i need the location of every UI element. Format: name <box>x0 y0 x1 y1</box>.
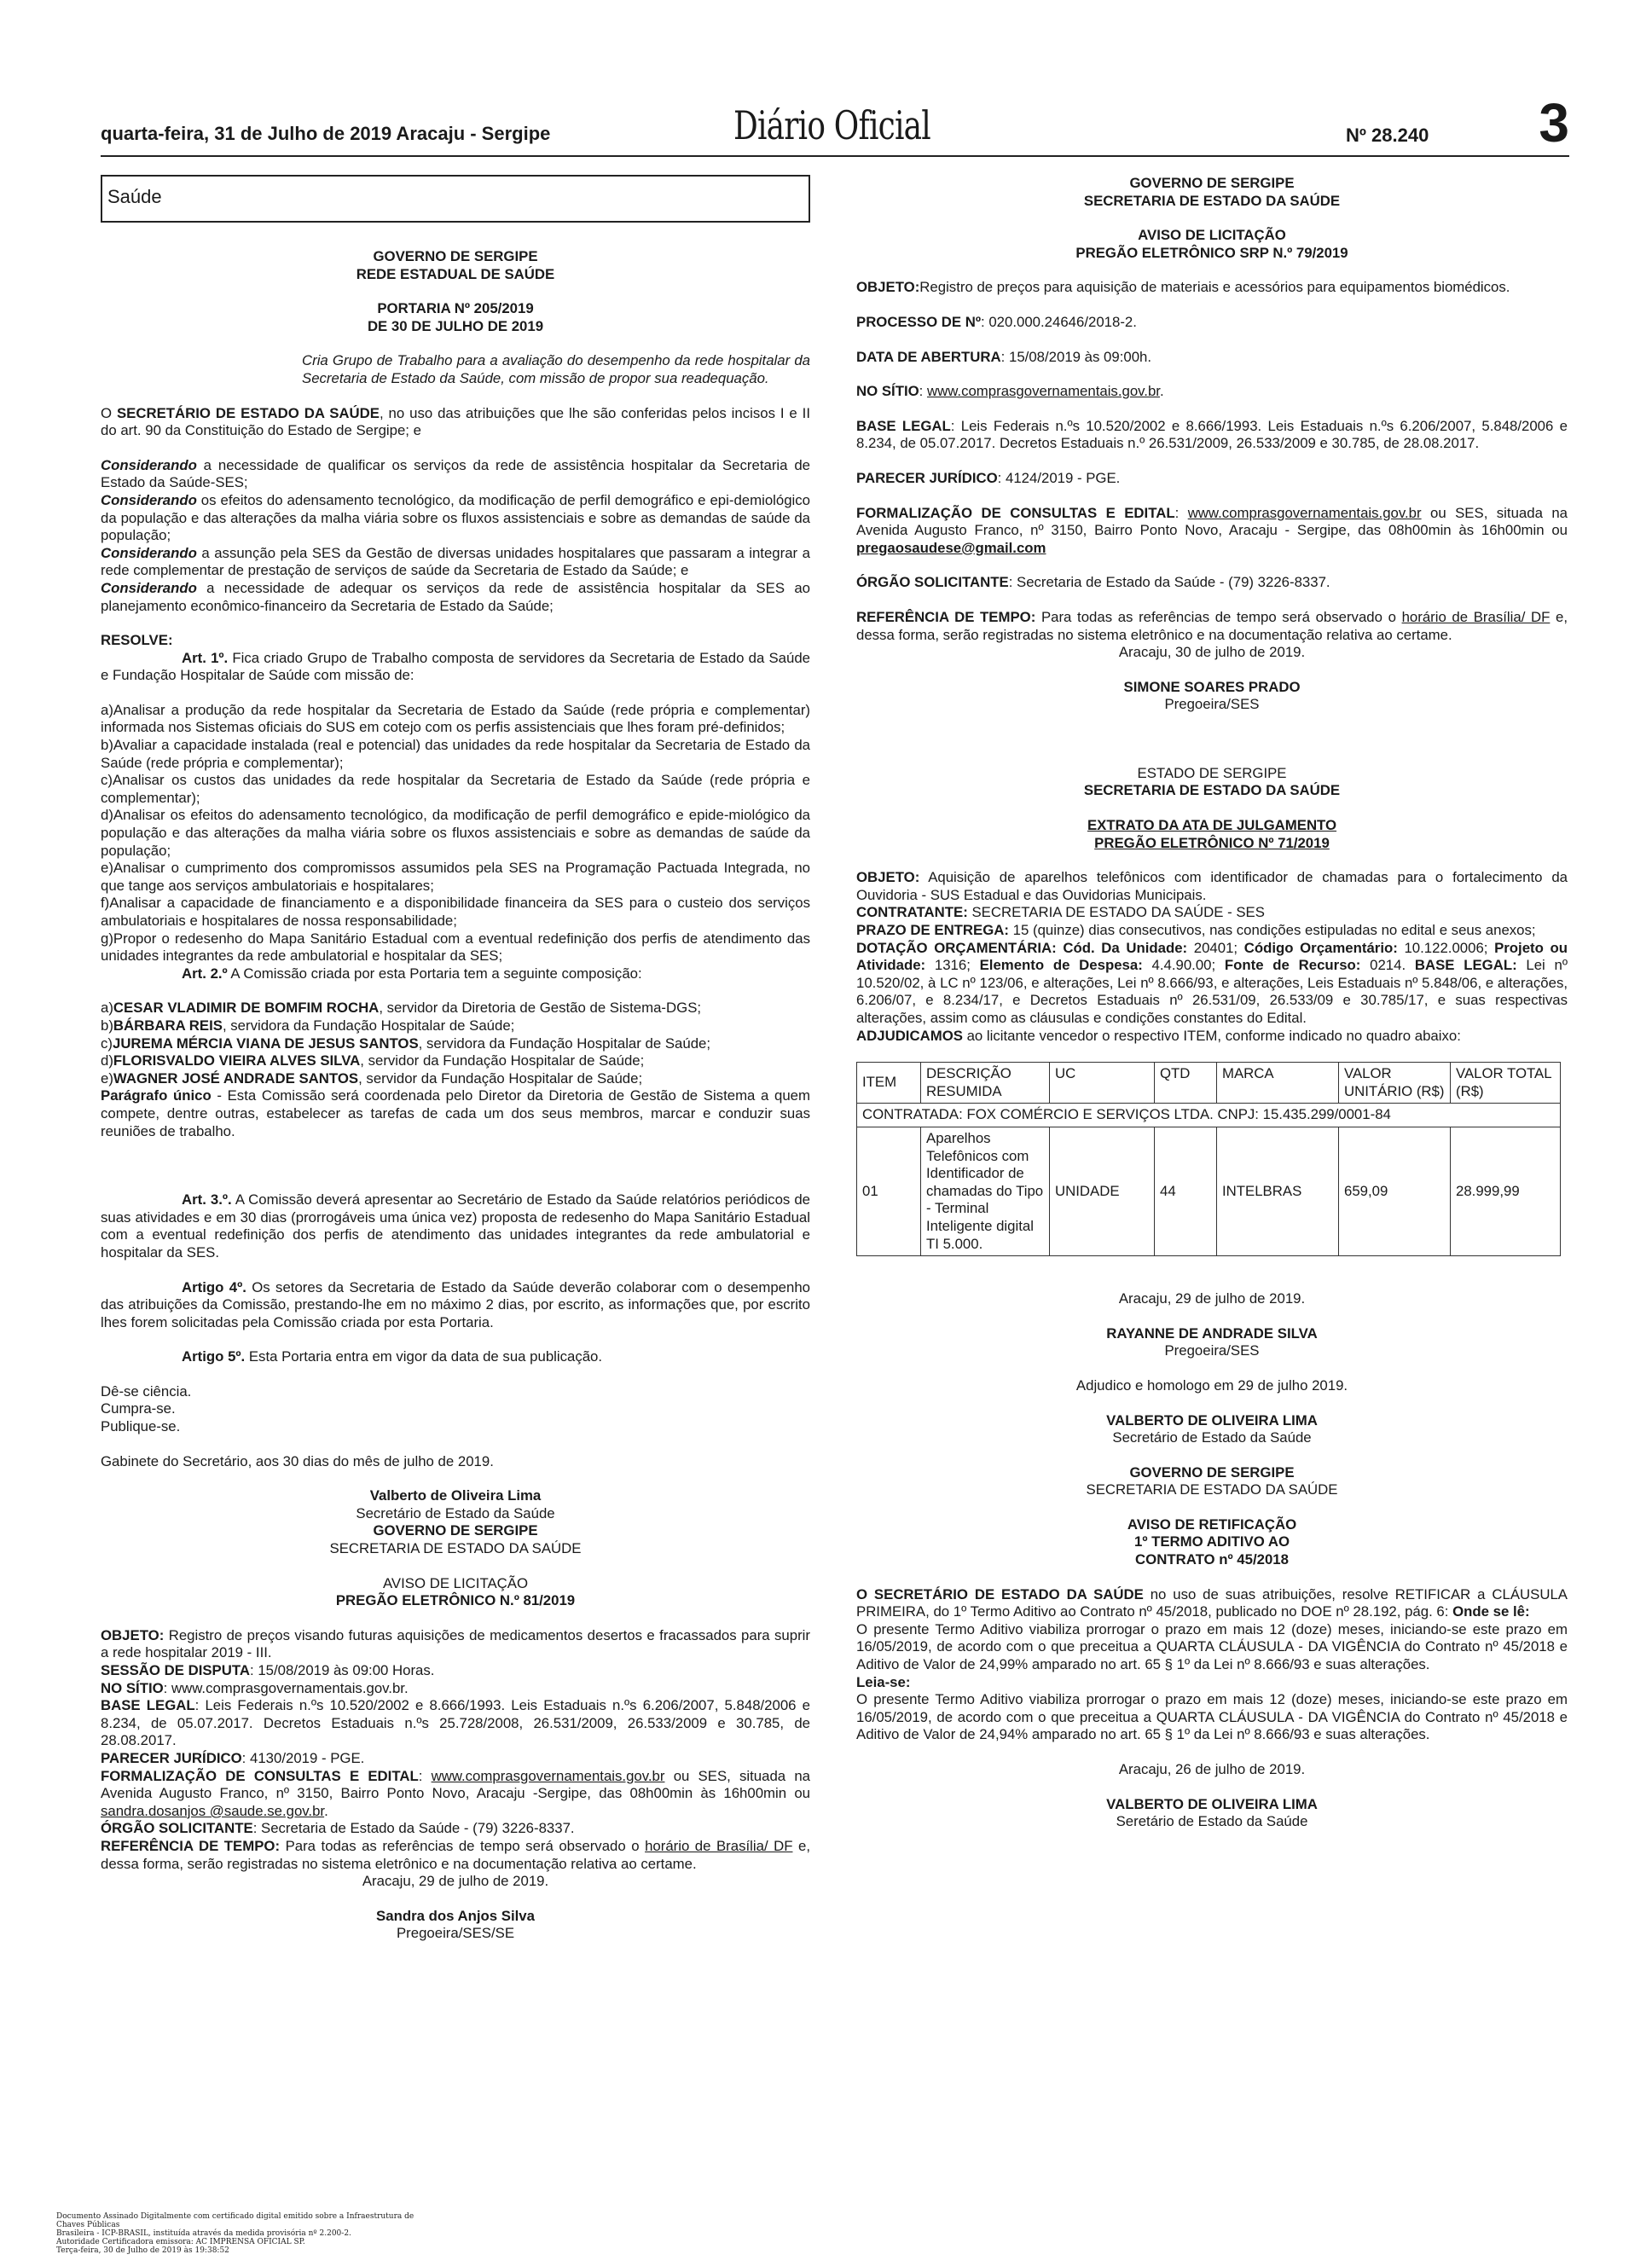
aviso79-processo: PROCESSO DE Nº: 020.000.24646/2018-2. <box>856 313 1137 330</box>
member-e: e)WAGNER JOSÉ ANDRADE SANTOS, servidor da Fundação Hospitalar de Saúde; <box>101 1069 643 1087</box>
member-b: b)BÁRBARA REIS, servidora da Fundação Hospitalar de Saúde; <box>101 1017 515 1034</box>
item-g: g)Propor o redesenho do Mapa Sanitário Estadual com a eventual redefinição dos perfis de atendimento das unidades integrantes da rede ambulatorial e hospitalar da SES; <box>101 930 810 965</box>
portaria-ementa: Cria Grupo de Trabalho para a avaliação do desempenho da rede hospitalar da Secretaria de Estado da Saúde, com missão de propor sua readequação. <box>302 352 810 386</box>
aviso79-orgao: ÓRGÃO SOLICITANTE: Secretaria de Estado da Saúde - (79) 3226-8337. <box>856 574 1330 591</box>
aviso81-objeto: OBJETO: Registro de preços visando futuras aquisições de medicamentos desertos e fracassados para suprir a rede hospitalar 2019 - III. <box>101 1626 810 1661</box>
close-line-3: Publique-se. <box>101 1418 181 1435</box>
retificacao-intro: O SECRETÁRIO DE ESTADO DA SAÚDE no uso de suas atribuições, resolve RETIFICAR a CLÁUSULA PRIMEIRA, do 1º Termo Aditivo ao Contrato nº 45/2018, publicado no DOE nº 28.192, pág. 6: Onde se lê: <box>856 1585 1568 1620</box>
table-cell: 01 <box>857 1127 921 1255</box>
article-4: Artigo 4º. Os setores da Secretaria de Estado da Saúde deverão colaborar com o desempenho das atribuições da Comissão, prestando-lhe em no máximo 2 dias, por escrito, as informações que, por escrito lhes forem solicitadas pela Comissão criada por esta Portaria. <box>101 1278 810 1330</box>
retificacao-signature-role: Seretário de Estado da Saúde <box>1116 1813 1308 1830</box>
aviso79-title-1: AVISO DE LICITAÇÃO <box>1138 227 1286 244</box>
extrato-homologation: Adjudico e homologo em 29 de julho 2019. <box>1075 1376 1348 1394</box>
aviso81-heading-2: SECRETARIA DE ESTADO DA SAÚDE <box>329 1540 582 1557</box>
item-f: f)Analisar a capacidade de financiamento e a disponibilidade financeira da SES para o custeio dos serviços ambulatoriais e hospitalares de nossa responsabilidade; <box>101 895 810 929</box>
retificacao-date: Aracaju, 26 de julho de 2019. <box>1118 1761 1306 1777</box>
extrato-date: Aracaju, 29 de julho de 2019. <box>1118 1290 1306 1307</box>
table-contratada-row <box>857 1104 1561 1127</box>
aviso81-site-link[interactable]: www.comprasgovernamentais.gov.br <box>431 1767 665 1784</box>
aviso81-sitio: NO SÍTIO: www.comprasgovernamentais.gov.br. <box>101 1679 409 1696</box>
left-column <box>101 175 810 1943</box>
extrato-dotacao: DOTAÇÃO ORÇAMENTÁRIA: Cód. Da Unidade: 20401; Código Orçamentário: 10.122.0006; Projeto ou Atividade: 1316; Elemento de Despesa: 4.4.90.00; Fonte de Recurso: 0214. BASE LEGAL: Lei nº 10.520/02, à LC nº 123/06, e alterações, Lei nº 8.666/93, e alterações, Leis Estaduais nº 5.848/06, e alterações, 6.206/07, e 8.234/17, e Decretos Estaduais nº 26.531/09, 26.533/09 e 30.785/17, e suas respectivas alterações, assim como as cláusulas e condições constantes do Edital. <box>856 939 1568 1026</box>
aviso79-heading-1: GOVERNO DE SERGIPE <box>1129 175 1295 191</box>
aviso79-formalizacao: FORMALIZAÇÃO DE CONSULTAS E EDITAL: www.comprasgovernamentais.gov.br ou SES, situada na Avenida Augusto Franco, nº 3150, Bairro Ponto Novo, Aracaju - Sergipe, das 08h00min às 16h00min ou pregaosaudese@gmail.com <box>856 504 1568 556</box>
table-header-row <box>857 1063 1561 1104</box>
aviso81-title-1: AVISO DE LICITAÇÃO <box>382 1574 529 1591</box>
table-header-cell: DESCRIÇÃO RESUMIDA <box>921 1063 1050 1104</box>
extrato-signature-role: Pregoeira/SES <box>1164 1342 1260 1359</box>
footer-line: Documento Assinado Digitalmente com certificado digital emitido sobre a Infraestrutura de Chaves Públicas <box>56 2212 414 2229</box>
aviso81-sessao: SESSÃO DE DISPUTA: 15/08/2019 às 09:00 Horas. <box>101 1662 435 1678</box>
aviso81-orgao: ÓRGÃO SOLICITANTE: Secretaria de Estado da Saúde - (79) 3226-8337. <box>101 1820 575 1837</box>
aviso-licitacao-81 <box>101 1522 810 1942</box>
table-cell: Aparelhos Telefônicos com Identificador de chamadas do Tipo - Terminal Inteligente digital TI 5.000. <box>921 1127 1050 1255</box>
retificacao-signature-name: VALBERTO DE OLIVEIRA LIMA <box>1106 1795 1318 1812</box>
aviso79-sitio-link[interactable]: www.comprasgovernamentais.gov.br <box>926 383 1160 400</box>
retificacao-onde-se-le: O presente Termo Aditivo viabiliza prorrogar o prazo em mais 12 (doze) meses, iniciando-se este prazo em 16/05/2019, de acordo com o que preceitua a QUARTA CLÁUSULA - DA VIGÊNCIA do Contrato nº 45/2018 e Aditivo de Valor de 24,99% amparado no art. 65 § 1º da Lei nº 8.666/93 e suas alterações. <box>856 1620 1568 1673</box>
retificacao-title-3: CONTRATO nº 45/2018 <box>1135 1551 1289 1568</box>
aviso81-parecer: PARECER JURÍDICO: 4130/2019 - PGE. <box>101 1749 365 1766</box>
aviso79-sitio: NO SÍTIO: www.comprasgovernamentais.gov.br. <box>856 383 1164 400</box>
portaria-date: DE 30 DE JULHO DE 2019 <box>367 317 544 334</box>
aviso81-signature-role: Pregoeira/SES/SE <box>396 1925 515 1942</box>
aviso79-base-legal: BASE LEGAL: Leis Federais n.ºs 10.520/2002 e 8.666/1993. Leis Estaduais n.ºs 6.206/2007, 5.848/2006 e 8.234, de 05.07.2017. Decretos Estaduais n.º 26.531/2009, 26.533/2009 e 30.785, de 28.08.2017. <box>856 417 1568 452</box>
resolve-label: RESOLVE: <box>101 632 173 649</box>
footer-line: Brasileira - ICP-BRASIL, instituída através da medida provisória nº 2.200-2. <box>56 2229 351 2238</box>
footer-line: Terça-feira, 30 de Julho de 2019 às 19:38:52 <box>56 2246 229 2255</box>
considerando-4: Considerando a necessidade de adequar os serviços da rede de assistência hospitalar da SES ao planejamento econômico-financeiro da Secretaria de Estado da Saúde; <box>101 579 810 614</box>
extrato-title-1: EXTRATO DA ATA DE JULGAMENTO <box>1087 817 1337 834</box>
item-a: a)Analisar a produção da rede hospitalar da Secretaria de Estado da Saúde (rede própria e complementar) informada nos Sistemas oficiais do SUS em cotejo com os perfis assistenciais que lhes foram pré-definidos; <box>101 701 810 736</box>
signature-name: Valberto de Oliveira Lima <box>369 1487 542 1504</box>
member-d: d)FLORISVALDO VIEIRA ALVES SILVA, servidor da Fundação Hospitalar de Saúde; <box>101 1052 645 1069</box>
table-header-cell: QTD <box>1155 1063 1217 1104</box>
aviso81-base-legal: BASE LEGAL: Leis Federais n.ºs 10.520/2002 e 8.666/1993. Leis Estaduais n.ºs 6.206/2007, 5.848/2006 e 8.234, de 05.07.2017. Decretos Estaduais n.ºs 25.728/2008, 26.531/2009, 26.533/2009 e 30.785, de 28.08.2017. <box>101 1697 810 1749</box>
close-line-2: Cumpra-se. <box>101 1400 176 1417</box>
aviso79-abertura: DATA DE ABERTURA: 15/08/2019 às 09:00h. <box>856 348 1152 365</box>
portaria-preamble: O SECRETÁRIO DE ESTADO DA SAÚDE, no uso das atribuições que lhe são conferidas pelos incisos I e II do art. 90 da Constituição do Estado de Sergipe; e <box>101 404 811 439</box>
table-header-cell: MARCA <box>1217 1063 1339 1104</box>
considerando-3: Considerando a assunção pela SES da Gestão de diversas unidades hospitalares que passaram a integrar a rede complementar de prestação de serviços de saúde da Secretaria de Estado da Saúde; e <box>101 544 810 579</box>
article-1: Art. 1º. Fica criado Grupo de Trabalho composta de servidores da Secretaria de Estado da Saúde e Fundação Hospitalar de Saúde com missão de: <box>101 649 810 684</box>
aviso79-email-link[interactable]: pregaosaudese@gmail.com <box>856 539 1046 556</box>
portaria-number: PORTARIA Nº 205/2019 <box>377 300 534 317</box>
article-2: Art. 2.º A Comissão criada por esta Portaria tem a seguinte composição: <box>182 965 642 982</box>
aviso81-signature-name: Sandra dos Anjos Silva <box>376 1907 535 1924</box>
extrato-signature-name: RAYANNE DE ANDRADE SILVA <box>1106 1324 1318 1342</box>
header-date-location: quarta-feira, 31 de Julho de 2019 Aracaju - Sergipe <box>101 123 551 144</box>
extrato-heading-2: SECRETARIA DE ESTADO DA SAÚDE <box>1083 782 1341 799</box>
portaria-heading-1: GOVERNO DE SERGIPE <box>373 248 538 264</box>
portaria-205 <box>101 248 810 1522</box>
section-title-box: Saúde <box>101 175 810 223</box>
aviso79-referencia: REFERÊNCIA DE TEMPO: Para todas as referências de tempo será observado o horário de Brasília/ DF e, dessa forma, serão registradas no sistema eletrônico e na documentação relativa ao certame. <box>856 608 1568 643</box>
table-cell: 28.999,99 <box>1451 1127 1561 1255</box>
retificacao-title-1: AVISO DE RETIFICAÇÃO <box>1127 1515 1297 1533</box>
extrato-ata-julgamento <box>856 765 1568 1447</box>
edition-number: Nº 28.240 <box>1346 125 1429 146</box>
item-b: b)Avaliar a capacidade instalada (real e potencial) das unidades da rede hospitalar da Secretaria de Estado da Saúde (rede própria e complementar); <box>101 737 810 771</box>
aviso79-parecer: PARECER JURÍDICO: 4124/2019 - PGE. <box>856 469 1121 486</box>
footer-line: Autoridade Certificadora emissora: AC IMPRENSA OFICIAL SP. <box>56 2238 305 2246</box>
aviso-licitacao-79 <box>856 175 1568 714</box>
aviso81-email-link[interactable]: sandra.dosanjos @saude.se.gov.br <box>101 1802 325 1819</box>
aviso79-objeto: OBJETO:Registro de preços para aquisição de materiais e acessórios para equipamentos biomédicos. <box>856 279 1510 296</box>
retificacao-title-2: 1º TERMO ADITIVO AO <box>1133 1533 1290 1550</box>
aviso81-date: Aracaju, 29 de julho de 2019. <box>362 1873 549 1890</box>
article-5: Artigo 5º. Esta Portaria entra em vigor da data de sua publicação. <box>182 1348 603 1365</box>
portaria-heading-2: REDE ESTADUAL DE SAÚDE <box>356 265 555 282</box>
extrato-secretary-role: Secretário de Estado da Saúde <box>1112 1429 1312 1446</box>
item-c: c)Analisar os custos das unidades da rede hospitalar da Secretaria de Estado da Saúde (rede própria e complementar); <box>101 772 810 806</box>
contratada-cell: CONTRATADA: FOX COMÉRCIO E SERVIÇOS LTDA. CNPJ: 15.435.299/0001-84 <box>857 1104 1561 1127</box>
member-a: a)CESAR VLADIMIR DE BOMFIM ROCHA, servidor da Diretoria de Gestão de Sistema-DGS; <box>101 1000 702 1017</box>
aviso81-referencia: REFERÊNCIA DE TEMPO: Para todas as referências de tempo será observado o horário de Brasília/ DF e, dessa forma, serão registradas no sistema eletrônico e na documentação relativa ao certame. <box>101 1837 810 1872</box>
table-cell: UNIDADE <box>1050 1127 1155 1255</box>
paragrafo-unico: Parágrafo único - Esta Comissão será coordenada pelo Diretor da Diretoria de Gestão de Sistema a quem compete, dentre outras, estabelecer as tarefas de cada um dos seus membros, marcar e conduzir suas reuniões de trabalho. <box>101 1087 810 1139</box>
extrato-title-2: PREGÃO ELETRÔNICO Nº 71/2019 <box>1094 834 1330 851</box>
extrato-prazo: PRAZO DE ENTREGA: 15 (quinze) dias consecutivos, nas condições estipuladas no edital e seus anexos; <box>856 922 1536 939</box>
aviso81-heading-1: GOVERNO DE SERGIPE <box>373 1522 538 1539</box>
aviso79-signature-role: Pregoeira/SES <box>1164 696 1260 713</box>
aviso81-formalizacao: FORMALIZAÇÃO DE CONSULTAS E EDITAL: www.comprasgovernamentais.gov.br ou SES, situada na Avenida Augusto Franco, nº 3150, Bairro Ponto Novo, Aracaju -Sergipe, das 08h00min às 16h00min ou sandra.dosanjos @saude.se.gov.br. <box>101 1767 810 1819</box>
newspaper-title-logo: Diário Oficial <box>733 102 930 148</box>
table-cell: INTELBRAS <box>1217 1127 1339 1255</box>
close-line-1: Dê-se ciência. <box>101 1382 192 1400</box>
article-3: Art. 3.º. A Comissão deverá apresentar ao Secretário de Estado da Saúde relatórios periódicos de suas atividades e em 30 dias (prorrogáveis uma única vez) proposta de redesenho do Mapa Sanitário Estadual com a eventual redefinição dos perfis de atendimento das unidades integrantes da rede ambulatorial e hospitalar da SES. <box>101 1191 810 1260</box>
item-e: e)Analisar o cumprimento dos compromissos assumidos pela SES na Programação Pactuada Integrada, no que tange aos serviços ambulatoriais e hospitalares; <box>101 860 810 894</box>
item-d: d)Analisar os efeitos do adensamento tecnológico, da modificação de perfil demográfico e epide-miológico da população e das alterações da malha viária sobre os fluxos assistenciais e sobre as demandas de saúde da população; <box>101 807 810 859</box>
right-column <box>856 175 1568 1831</box>
adjudication-table <box>856 1062 1561 1256</box>
retificacao-heading-2: SECRETARIA DE ESTADO DA SAÚDE <box>1086 1481 1338 1498</box>
extrato-adjudicamos: ADJUDICAMOS ao licitante vencedor o respectivo ITEM, conforme indicado no quadro abaixo: <box>856 1027 1461 1044</box>
considerando-2: Considerando os efeitos do adensamento tecnológico, da modificação de perfil demográfico e epi-demiológico da população e das alterações da malha viária sobre os fluxos assistenciais e sobre as demandas de saúde da população; <box>101 491 810 544</box>
extrato-contratante: CONTRATANTE: SECRETARIA DE ESTADO DA SAÚDE - SES <box>856 904 1265 921</box>
aviso-retificacao <box>856 1464 1568 1831</box>
retificacao-heading-1: GOVERNO DE SERGIPE <box>1129 1463 1295 1481</box>
page-number: 3 <box>1539 92 1569 154</box>
aviso79-date: Aracaju, 30 de julho de 2019. <box>1118 644 1306 661</box>
gabinete-line: Gabinete do Secretário, aos 30 dias do mês de julho de 2019. <box>101 1452 494 1469</box>
table-header-cell: VALOR TOTAL (R$) <box>1451 1063 1561 1104</box>
aviso79-heading-2: SECRETARIA DE ESTADO DA SAÚDE <box>1083 192 1341 209</box>
aviso79-title-2: PREGÃO ELETRÔNICO SRP N.º 79/2019 <box>1075 244 1348 261</box>
table-header-cell: VALOR UNITÁRIO (R$) <box>1339 1063 1451 1104</box>
aviso79-site-link[interactable]: www.comprasgovernamentais.gov.br <box>1187 504 1422 521</box>
considerando-1: Considerando a necessidade de qualificar os serviços da rede de assistência hospitalar da Secretaria de Estado da Saúde-SES; <box>101 456 810 491</box>
retificacao-leia-se-label: Leia-se: <box>856 1673 911 1690</box>
signature-role: Secretário de Estado da Saúde <box>356 1504 555 1521</box>
member-c: c)JUREMA MÉRCIA VIANA DE JESUS SANTOS, servidora da Fundação Hospitalar de Saúde; <box>101 1034 711 1052</box>
digital-signature-footer <box>56 2212 414 2255</box>
page-header <box>101 92 1569 157</box>
table-header-cell: ITEM <box>857 1063 921 1104</box>
extrato-objeto: OBJETO: Aquisição de aparelhos telefônicos com identificador de chamadas para o fortalecimento da Ouvidoria - SUS Estadual e das Ouvidorias Municipais. <box>856 869 1568 903</box>
table-cell: 659,09 <box>1339 1127 1451 1255</box>
retificacao-leia-se: O presente Termo Aditivo viabiliza prorrogar o prazo em mais 12 (doze) meses, iniciando-se este prazo em 16/05/2019, de acordo com o que preceitua a QUARTA CLÁUSULA - DA VIGÊNCIA do Contrato nº 45/2018 e Aditivo de Valor de 24,94% amparado no art. 65 § 1º da Lei nº 8.666/93 e suas alterações. <box>856 1691 1568 1743</box>
table-header-cell: UC <box>1050 1063 1155 1104</box>
extrato-secretary-name: VALBERTO DE OLIVEIRA LIMA <box>1106 1411 1318 1429</box>
aviso81-title-2: PREGÃO ELETRÔNICO N.º 81/2019 <box>335 1592 576 1609</box>
table-row <box>857 1127 1561 1255</box>
aviso79-signature-name: SIMONE SOARES PRADO <box>1123 678 1301 695</box>
table-cell: 44 <box>1155 1127 1217 1255</box>
extrato-heading-1: ESTADO DE SERGIPE <box>1137 764 1287 781</box>
